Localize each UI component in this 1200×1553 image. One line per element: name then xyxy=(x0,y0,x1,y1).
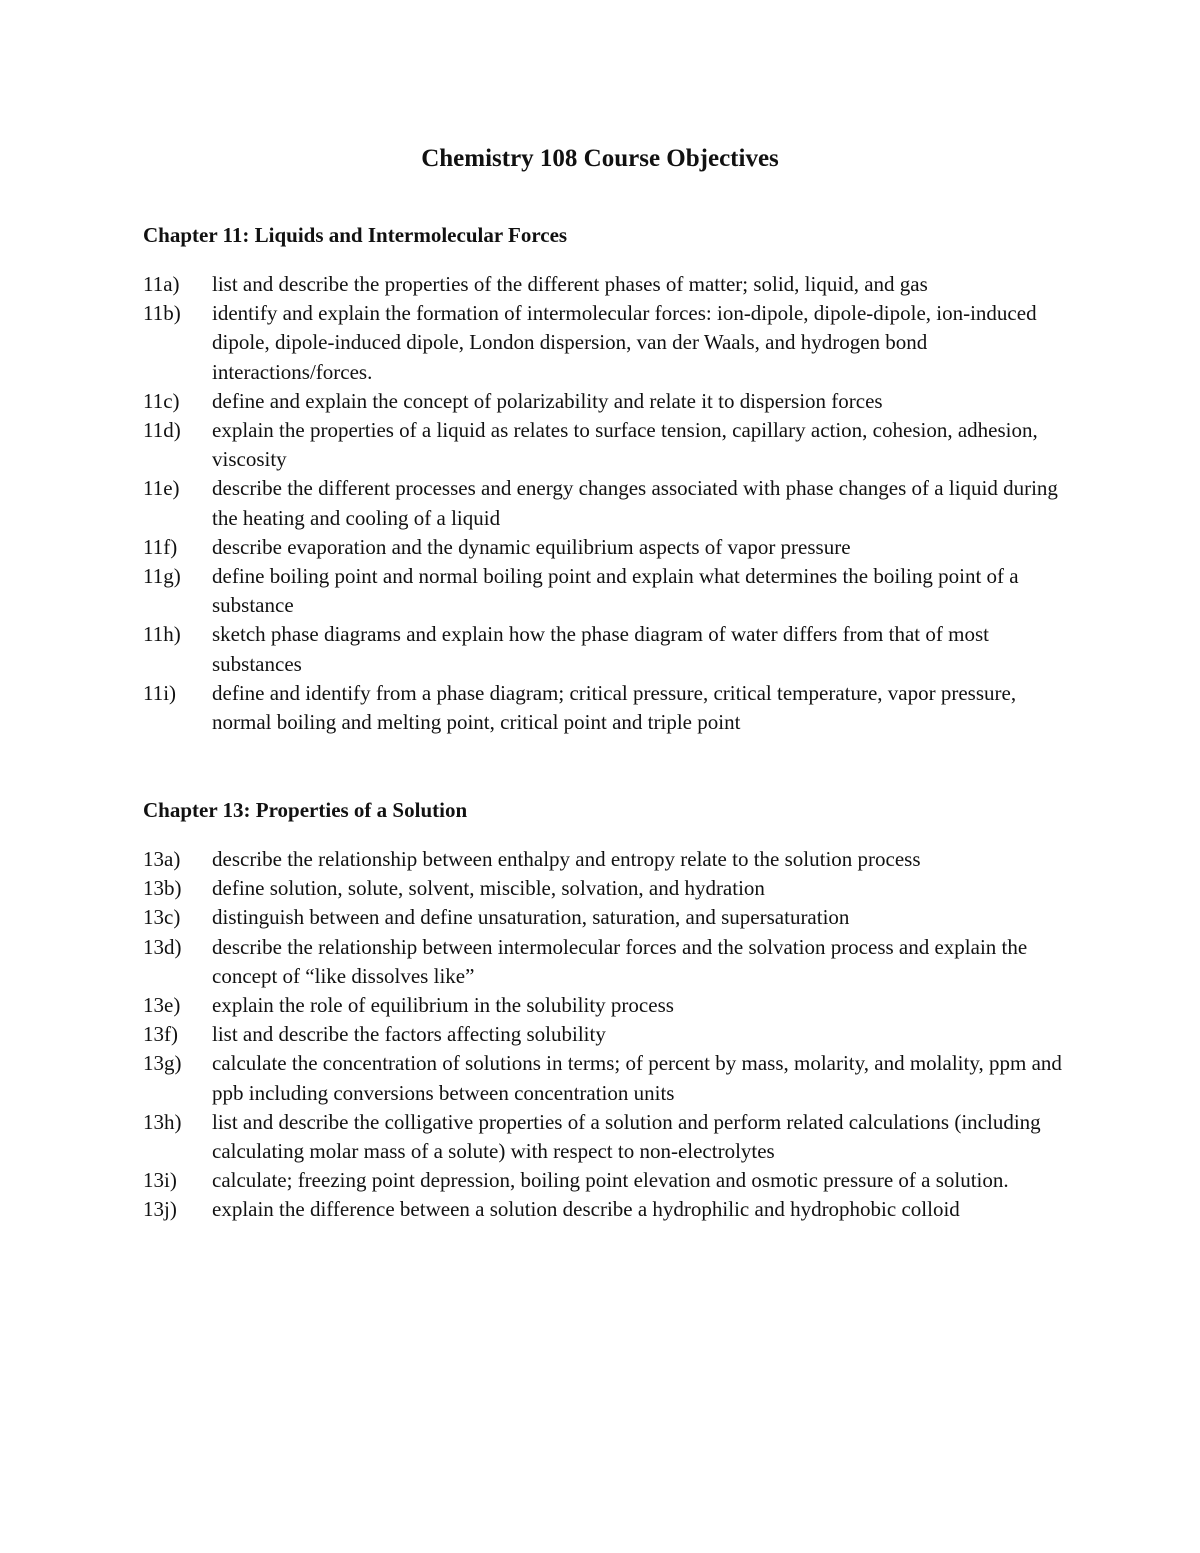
objective-list xyxy=(143,270,1063,737)
objective-text: define solution, solute, solvent, miscible, solvation, and hydration xyxy=(212,876,765,901)
objective-text: calculate the concentration of solutions in terms; of percent by mass, molarity, and molality, ppm and ppb including conversions between concentration units xyxy=(212,1051,1062,1105)
objective-item xyxy=(143,299,1063,387)
objective-item xyxy=(143,620,1063,678)
objective-code: 13d) xyxy=(143,934,182,959)
objective-code: 11f) xyxy=(143,534,178,559)
objective-item xyxy=(143,474,1063,532)
objective-code: 11d) xyxy=(143,418,181,443)
objective-code: 11i) xyxy=(143,680,177,705)
objective-item xyxy=(143,1049,1063,1107)
objective-text: explain the difference between a solution describe a hydrophilic and hydrophobic colloid xyxy=(212,1197,960,1222)
objective-text: list and describe the properties of the different phases of matter; solid, liquid, and gas xyxy=(212,272,928,296)
objective-item xyxy=(143,387,1063,416)
objective-code: 11g) xyxy=(143,564,181,589)
chapter-13-section xyxy=(143,796,1063,1225)
objective-code: 13g) xyxy=(143,1051,182,1076)
objective-text: distinguish between and define unsaturation, saturation, and supersaturation xyxy=(212,905,850,930)
chapter-heading: Chapter 11: Liquids and Intermolecular Forces xyxy=(143,223,568,247)
objective-text: sketch phase diagrams and explain how the phase diagram of water differs from that of most substances xyxy=(212,622,989,676)
objective-text: identify and explain the formation of intermolecular forces: ion-dipole, dipole-dipole, ion-induced dipole, dipole-induced dipole, London dispersion, van der Waals, and hydrogen bond interactions/forces. xyxy=(212,301,1037,384)
objective-code: 13i) xyxy=(143,1168,177,1193)
objective-item xyxy=(143,270,1063,299)
objective-item xyxy=(143,874,1063,903)
page-title: Chemistry 108 Course Objectives xyxy=(421,145,779,172)
objective-text: describe the relationship between intermolecular forces and the solvation process and explain the concept of “like dissolves like” xyxy=(212,934,1028,988)
objective-code: 11a) xyxy=(143,272,180,296)
objective-item xyxy=(143,933,1063,991)
objective-code: 11e) xyxy=(143,476,180,501)
objective-code: 13f) xyxy=(143,1022,178,1047)
objective-item xyxy=(143,562,1063,620)
objective-item xyxy=(143,1020,1063,1049)
objective-code: 13j) xyxy=(143,1197,177,1222)
objective-code: 11b) xyxy=(143,301,181,326)
objective-item xyxy=(143,903,1063,932)
objective-item xyxy=(143,845,1063,874)
objective-item xyxy=(143,1195,1063,1224)
objective-item xyxy=(143,679,1063,737)
objective-code: 11c) xyxy=(143,388,180,413)
objective-code: 13e) xyxy=(143,993,181,1018)
objective-text: explain the properties of a liquid as relates to surface tension, capillary action, cohesion, adhesion, viscosity xyxy=(212,418,1038,472)
objective-code: 13a) xyxy=(143,847,181,871)
objective-item xyxy=(143,416,1063,474)
objective-text: define and identify from a phase diagram; critical pressure, critical temperature, vapor pressure, normal boiling and melting point, critical point and triple point xyxy=(212,680,1017,735)
objective-list xyxy=(143,845,1063,1225)
objective-item xyxy=(143,533,1063,562)
objective-text: list and describe the colligative properties of a solution and perform related calculations (including calculating molar mass of a solute) with respect to non-electrolytes xyxy=(212,1109,1041,1164)
objective-text: list and describe the factors affecting solubility xyxy=(212,1022,606,1047)
chapter-11-section xyxy=(143,221,1063,737)
chapter-heading: Chapter 13: Properties of a Solution xyxy=(143,798,468,822)
objective-item xyxy=(143,991,1063,1020)
objective-text: define boiling point and normal boiling point and explain what determines the boiling point of a substance xyxy=(212,564,1019,618)
objective-text: calculate; freezing point depression, boiling point elevation and osmotic pressure of a solution. xyxy=(212,1168,1009,1193)
objective-code: 13c) xyxy=(143,905,181,930)
objective-text: describe the relationship between enthalpy and entropy relate to the solution process xyxy=(212,847,921,871)
objective-text: describe the different processes and energy changes associated with phase changes of a liquid during the heating and cooling of a liquid xyxy=(212,476,1058,530)
objective-code: 11h) xyxy=(143,622,181,647)
objective-code: 13h) xyxy=(143,1109,182,1134)
objective-text: describe evaporation and the dynamic equilibrium aspects of vapor pressure xyxy=(212,534,851,559)
objective-code: 13b) xyxy=(143,876,182,901)
objective-item xyxy=(143,1166,1063,1195)
objective-item xyxy=(143,1108,1063,1166)
objective-text: explain the role of equilibrium in the solubility process xyxy=(212,993,674,1018)
objective-text: define and explain the concept of polarizability and relate it to dispersion forces xyxy=(212,388,883,413)
